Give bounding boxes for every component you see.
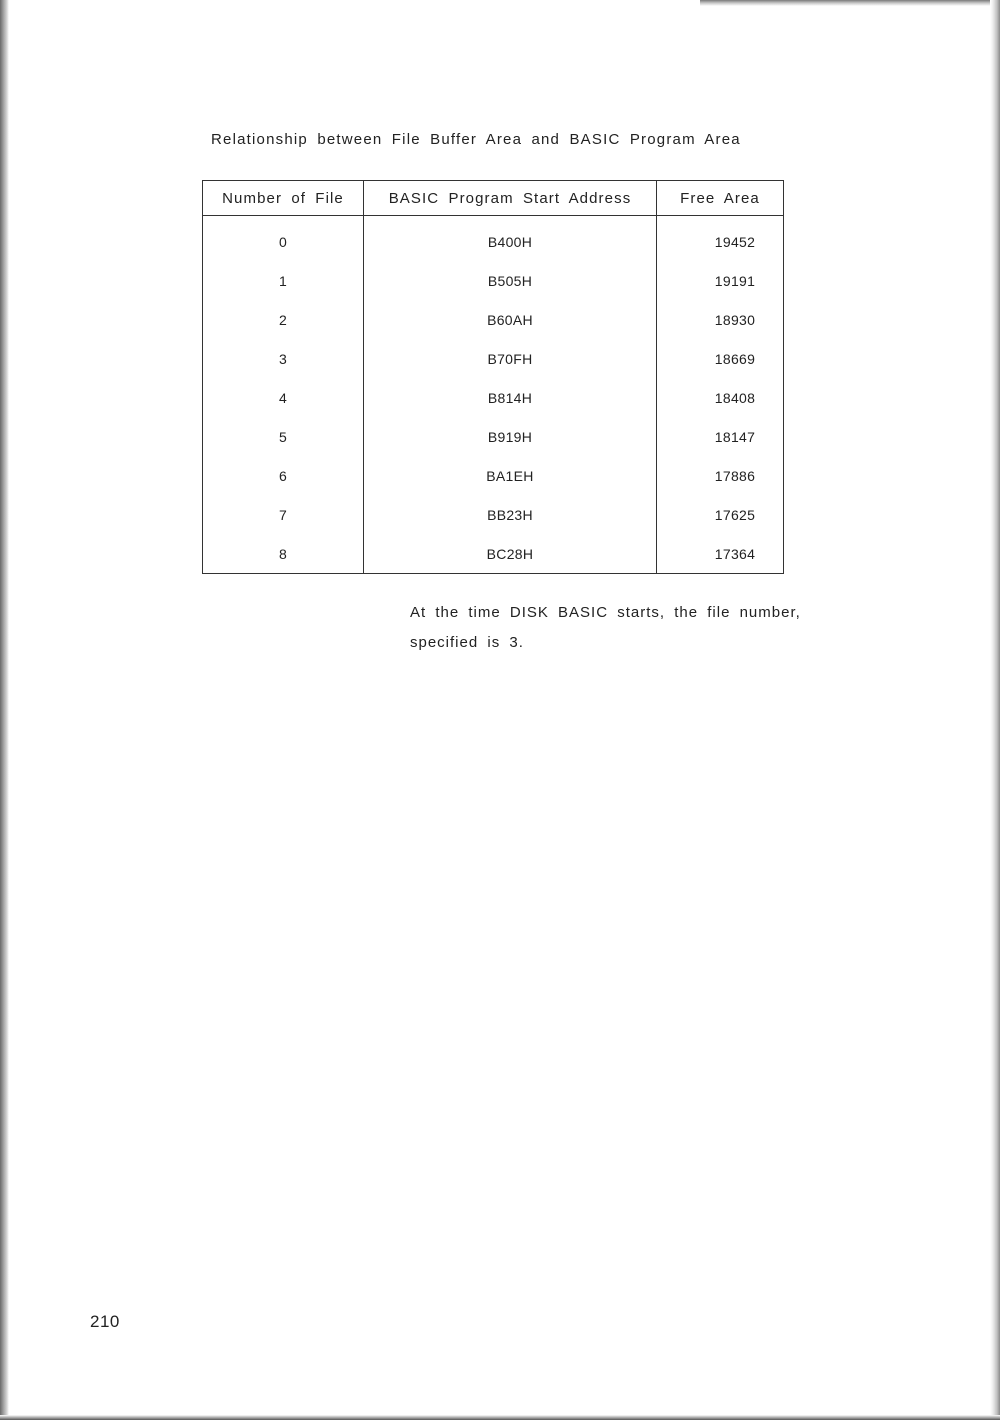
cell-file-number: 6 bbox=[203, 456, 364, 495]
page-edge-bottom bbox=[0, 1415, 1000, 1420]
header-number-of-file: Number of File bbox=[203, 181, 364, 216]
cell-free-area: 18930 bbox=[657, 300, 784, 339]
cell-free-area: 17625 bbox=[657, 495, 784, 534]
cell-free-area: 18408 bbox=[657, 378, 784, 417]
cell-start-address: B505H bbox=[364, 261, 657, 300]
cell-file-number: 7 bbox=[203, 495, 364, 534]
note-line-2: specified is 3. bbox=[410, 634, 524, 651]
table-row bbox=[203, 339, 784, 378]
table-row bbox=[203, 216, 784, 262]
cell-start-address: BB23H bbox=[364, 495, 657, 534]
table-row bbox=[203, 417, 784, 456]
body-note bbox=[410, 598, 850, 658]
cell-file-number: 5 bbox=[203, 417, 364, 456]
cell-file-number: 4 bbox=[203, 378, 364, 417]
cell-start-address: B60AH bbox=[364, 300, 657, 339]
table-row bbox=[203, 300, 784, 339]
table-header-row bbox=[203, 181, 784, 216]
header-free-area: Free Area bbox=[657, 181, 784, 216]
cell-free-area: 18669 bbox=[657, 339, 784, 378]
cell-file-number: 1 bbox=[203, 261, 364, 300]
note-line-1: At the time DISK BASIC starts, the file number, bbox=[410, 604, 801, 621]
cell-file-number: 0 bbox=[203, 216, 364, 262]
cell-file-number: 8 bbox=[203, 534, 364, 574]
page-edge-top bbox=[700, 0, 1000, 6]
cell-file-number: 2 bbox=[203, 300, 364, 339]
cell-file-number: 3 bbox=[203, 339, 364, 378]
table-row bbox=[203, 378, 784, 417]
page-edge-left bbox=[0, 0, 9, 1420]
cell-start-address: BA1EH bbox=[364, 456, 657, 495]
cell-free-area: 18147 bbox=[657, 417, 784, 456]
header-start-address: BASIC Program Start Address bbox=[364, 181, 657, 216]
cell-free-area: 17364 bbox=[657, 534, 784, 574]
cell-start-address: B919H bbox=[364, 417, 657, 456]
table-row bbox=[203, 456, 784, 495]
cell-start-address: B814H bbox=[364, 378, 657, 417]
table-caption: Relationship between File Buffer Area and BASIC Program Area bbox=[211, 131, 741, 148]
cell-start-address: BC28H bbox=[364, 534, 657, 574]
table-row bbox=[203, 495, 784, 534]
table-row bbox=[203, 261, 784, 300]
cell-start-address: B70FH bbox=[364, 339, 657, 378]
file-buffer-table bbox=[202, 180, 784, 574]
cell-free-area: 19452 bbox=[657, 216, 784, 262]
page-number: 210 bbox=[90, 1312, 120, 1331]
cell-free-area: 19191 bbox=[657, 261, 784, 300]
table-row bbox=[203, 534, 784, 574]
cell-free-area: 17886 bbox=[657, 456, 784, 495]
page-edge-right bbox=[990, 0, 1000, 1420]
cell-start-address: B400H bbox=[364, 216, 657, 262]
